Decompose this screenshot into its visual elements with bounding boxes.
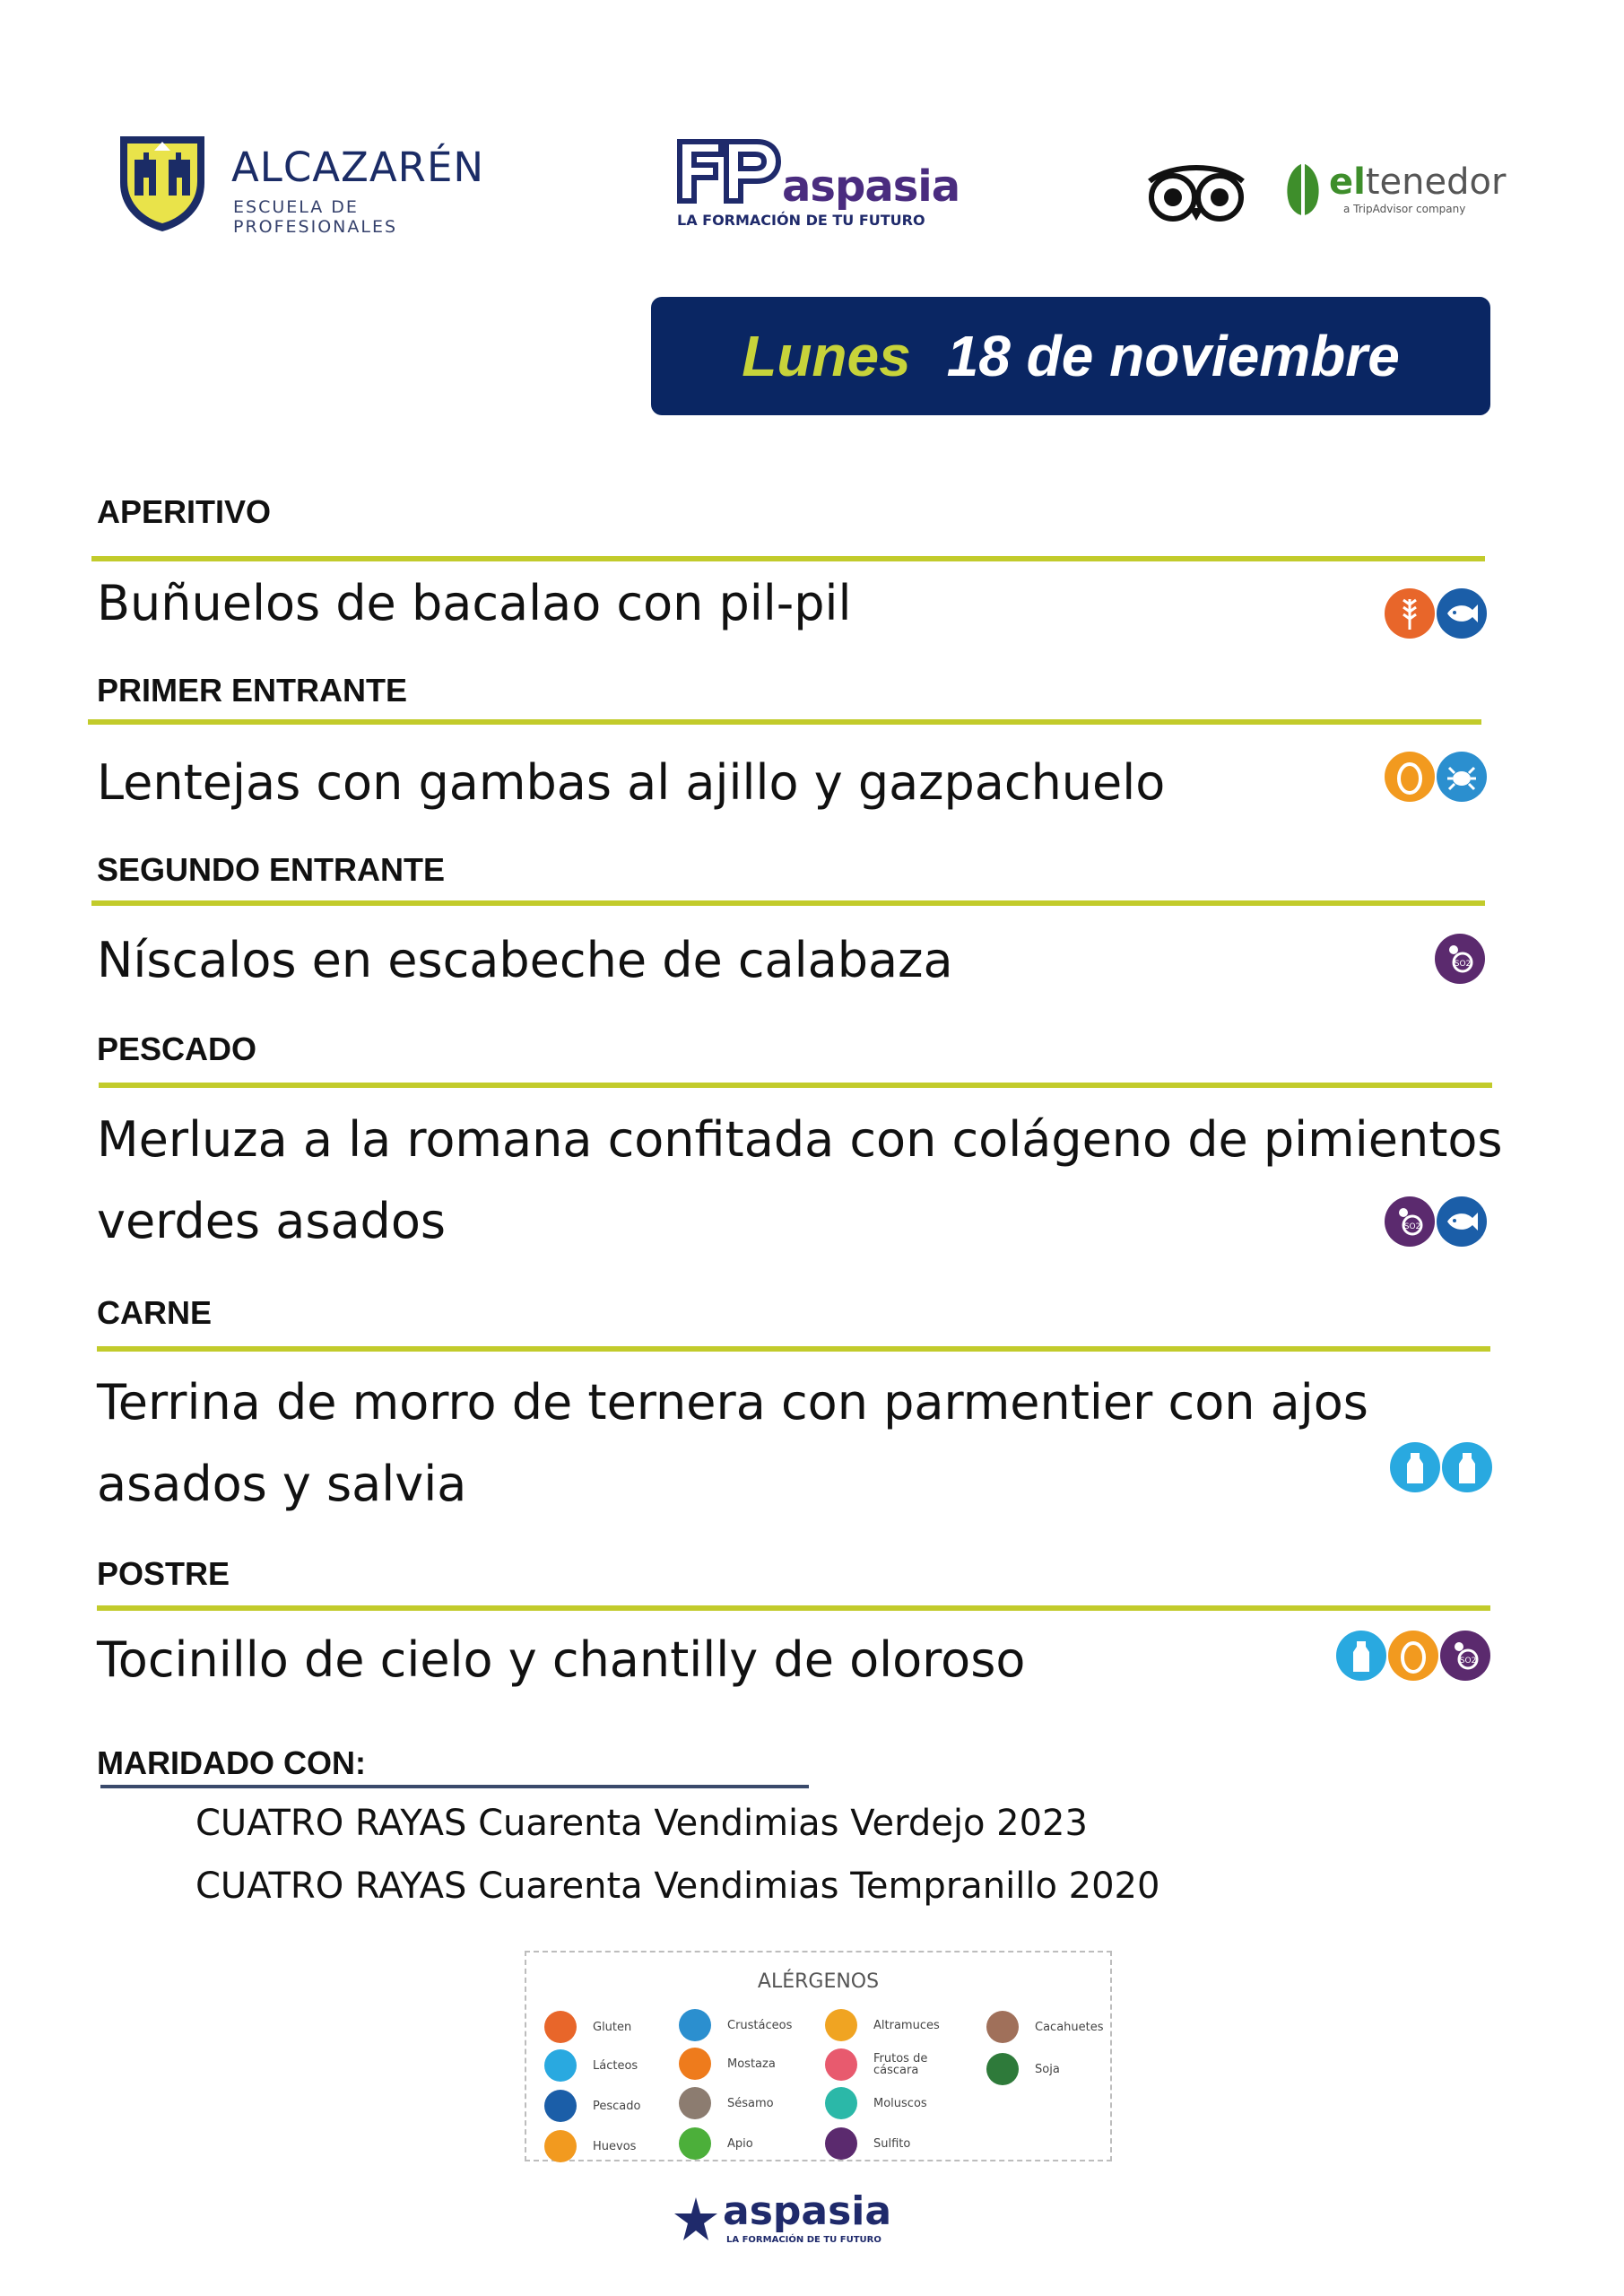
wine-item: CUATRO RAYAS Cuarenta Vendimias Tempranillo 2020 — [195, 1866, 1160, 1907]
section-label-postre: POSTRE — [97, 1555, 230, 1592]
mustard-icon — [679, 2048, 711, 2080]
dish-carne-line2: asados y salvia — [97, 1456, 467, 1512]
fish-icon — [1437, 1196, 1487, 1247]
section-divider — [99, 1083, 1492, 1088]
footer-tagline: LA FORMACIÓN DE TU FUTURO — [726, 2235, 881, 2245]
fish-icon — [544, 2090, 577, 2122]
section-label-carne: CARNE — [97, 1294, 213, 1331]
legend-item — [825, 2087, 936, 2119]
alcazaren-name: ALCAZARÉN — [231, 144, 485, 191]
gluten-icon — [544, 2011, 577, 2043]
dish-pescado-line1: Merluza a la romana confitada con colágeno de pimientos — [97, 1111, 1503, 1168]
fp-aspasia-word: aspasia — [782, 161, 960, 212]
legend-label: Pescado — [593, 2099, 641, 2113]
shield-icon — [117, 133, 208, 233]
legend-label: Moluscos — [873, 2096, 927, 2110]
alcazaren-subtitle: ESCUELA DE PROFESIONALES — [233, 197, 398, 237]
allergen-icons-primer-entrante — [1385, 752, 1487, 802]
svg-text:SO2: SO2 — [1403, 1222, 1421, 1231]
allergen-legend — [525, 1951, 1112, 2161]
eltenedor-word: eltenedor — [1329, 161, 1507, 203]
crustacean-icon — [1437, 752, 1487, 802]
dish-postre: Tocinillo de cielo y chantilly de oloroso — [97, 1631, 1026, 1688]
sulphite-icon — [825, 2127, 857, 2160]
date-text: 18 de noviembre — [946, 324, 1400, 388]
peanut-icon — [986, 2011, 1019, 2043]
legend-item — [679, 2009, 793, 2041]
legend-item — [825, 2127, 936, 2160]
section-label-primer-entrante: PRIMER ENTRANTE — [97, 672, 408, 709]
allergen-icons-carne — [1390, 1442, 1492, 1492]
sulphite-icon — [1440, 1631, 1490, 1681]
star-icon — [673, 2196, 719, 2242]
egg-icon — [1388, 1631, 1438, 1681]
legend-label: Sulfito — [873, 2136, 911, 2151]
legend-item — [544, 2130, 656, 2162]
legend-item — [986, 2053, 1098, 2085]
allergen-icons-segundo-entrante — [1435, 934, 1485, 984]
legend-item — [544, 2049, 656, 2082]
pairing-divider — [100, 1785, 809, 1788]
legend-title: ALÉRGENOS — [757, 1970, 880, 1993]
dish-primer-entrante: Lentejas con gambas al ajillo y gazpachuelo — [97, 754, 1166, 811]
legend-item — [544, 2090, 656, 2122]
section-label-aperitivo: APERITIVO — [97, 493, 272, 530]
date-day: Lunes — [742, 324, 911, 388]
eltenedor-subtitle: a TripAdvisor company — [1343, 203, 1466, 215]
fork-icon — [1282, 160, 1324, 217]
crustacean-icon — [679, 2009, 711, 2041]
fp-aspasia-logo — [674, 133, 960, 236]
dairy-icon — [1336, 1631, 1386, 1681]
legend-item — [825, 2009, 940, 2041]
legend-label: Sésamo — [727, 2096, 774, 2110]
celery-icon — [679, 2127, 711, 2160]
sulphite-icon — [1435, 934, 1485, 984]
legend-item — [679, 2048, 790, 2080]
legend-item — [825, 2048, 936, 2081]
dish-carne-line1: Terrina de morro de ternera con parmentier con ajos — [97, 1374, 1368, 1431]
legend-label: Huevos — [593, 2139, 637, 2153]
fp-aspasia-tagline: LA FORMACIÓN DE TU FUTURO — [677, 212, 925, 229]
svg-text:SO2: SO2 — [1459, 1657, 1477, 1665]
section-divider — [91, 556, 1485, 561]
soy-icon — [986, 2053, 1019, 2085]
dairy-icon — [544, 2049, 577, 2082]
footer-aspasia-logo — [673, 2188, 892, 2251]
allergen-icons-postre — [1336, 1631, 1490, 1681]
legend-item — [986, 2011, 1104, 2043]
allergen-icons-aperitivo — [1385, 588, 1487, 639]
legend-label: Soja — [1035, 2062, 1060, 2076]
legend-item — [679, 2087, 790, 2119]
legend-item — [679, 2127, 790, 2160]
svg-text:SO2: SO2 — [1454, 960, 1472, 969]
section-divider — [91, 900, 1485, 906]
fp-mark-icon — [674, 136, 782, 208]
section-divider — [97, 1605, 1490, 1611]
legend-label: Altramuces — [873, 2018, 940, 2032]
gluten-icon — [1385, 588, 1435, 639]
sulphite-icon — [1385, 1196, 1435, 1247]
mollusc-icon — [825, 2087, 857, 2119]
alcazaren-logo — [117, 133, 511, 240]
legend-item — [544, 2011, 656, 2043]
footer-aspasia-word: aspasia — [723, 2188, 892, 2234]
legend-label: Cacahuetes — [1035, 2020, 1104, 2034]
date-banner — [651, 297, 1490, 415]
legend-label: Gluten — [593, 2020, 632, 2034]
nuts-icon — [825, 2048, 857, 2081]
allergen-icons-pescado — [1385, 1196, 1487, 1247]
sesame-icon — [679, 2087, 711, 2119]
lupin-icon — [825, 2009, 857, 2041]
section-label-segundo-entrante: SEGUNDO ENTRANTE — [97, 851, 446, 888]
section-divider — [88, 719, 1481, 725]
legend-label: Lácteos — [593, 2058, 638, 2073]
egg-icon — [1385, 752, 1435, 802]
dish-pescado-line2: verdes asados — [97, 1193, 446, 1249]
egg-icon — [544, 2130, 577, 2162]
legend-label: Mostaza — [727, 2057, 776, 2071]
legend-label: Crustáceos — [727, 2018, 793, 2032]
wine-item: CUATRO RAYAS Cuarenta Vendimias Verdejo 2023 — [195, 1803, 1088, 1844]
legend-label: Frutos de cáscara — [873, 2052, 928, 2077]
dish-aperitivo: Buñuelos de bacalao con pil-pil — [97, 575, 852, 631]
legend-label: Apio — [727, 2136, 753, 2151]
section-divider — [97, 1346, 1490, 1352]
dish-segundo-entrante: Níscalos en escabeche de calabaza — [97, 932, 953, 988]
section-label-pescado: PESCADO — [97, 1031, 257, 1067]
pairing-label: MARIDADO CON: — [97, 1744, 366, 1781]
dairy-icon — [1442, 1442, 1492, 1492]
tripadvisor-owl-icon — [1144, 161, 1248, 224]
dairy-icon — [1390, 1442, 1440, 1492]
fish-icon — [1437, 588, 1487, 639]
eltenedor-logo — [1273, 144, 1507, 224]
